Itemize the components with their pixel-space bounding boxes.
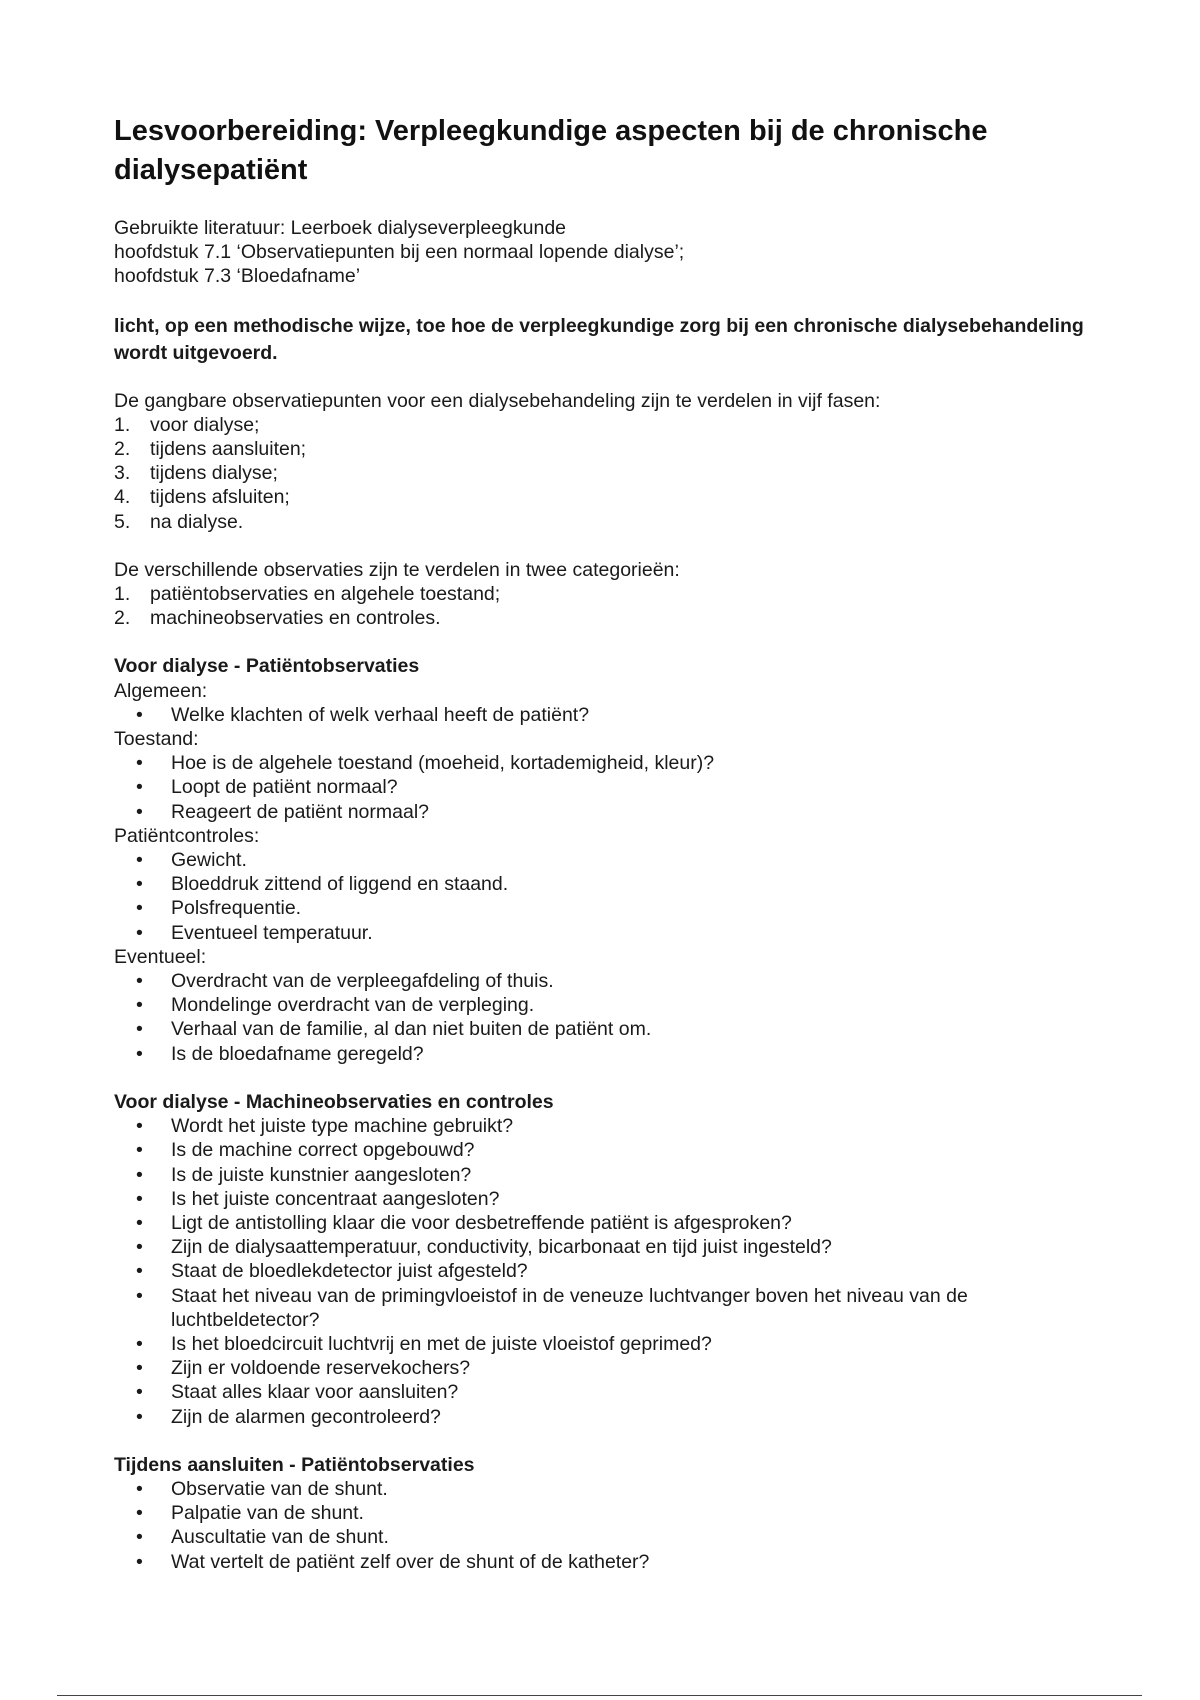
list-item-text: voor dialyse; bbox=[150, 413, 260, 436]
list-item-text: Staat de bloedlekdetector juist afgesteld? bbox=[171, 1260, 528, 1283]
categories-block bbox=[114, 558, 1104, 631]
bullet-icon: • bbox=[136, 897, 143, 920]
group-label: Eventueel: bbox=[114, 945, 207, 968]
list-number: 3. bbox=[114, 462, 131, 485]
list-item-text: Zijn de alarmen gecontroleerd? bbox=[171, 1405, 441, 1428]
list-item bbox=[114, 1114, 1104, 1138]
list-item-text: Auscultatie van de shunt. bbox=[171, 1526, 389, 1549]
bullet-icon: • bbox=[136, 1139, 143, 1162]
bullet-icon: • bbox=[136, 970, 143, 993]
list-item-text: Staat alles klaar voor aansluiten? bbox=[171, 1381, 459, 1404]
list-number: 1. bbox=[114, 413, 131, 436]
document-page bbox=[114, 112, 1104, 1598]
list-item bbox=[114, 969, 1104, 993]
list-item bbox=[114, 1501, 1104, 1525]
list-item-text: Welke klachten of welk verhaal heeft de patiënt? bbox=[171, 703, 590, 726]
phases-intro: De gangbare observatiepunten voor een dialysebehandeling zijn te verdelen in vijf fasen: bbox=[114, 389, 881, 412]
list-item bbox=[114, 1042, 1104, 1066]
section-heading: Voor dialyse - Machineobservaties en controles bbox=[114, 1090, 554, 1113]
section-heading: Tijdens aansluiten - Patiëntobservaties bbox=[114, 1453, 475, 1476]
list-item-text: Is het bloedcircuit luchtvrij en met de juiste vloeistof geprimed? bbox=[171, 1332, 712, 1355]
list-item-text: Is de machine correct opgebouwd? bbox=[171, 1139, 475, 1162]
list-item-text: Is de juiste kunstnier aangesloten? bbox=[171, 1163, 472, 1186]
list-item bbox=[114, 461, 1104, 485]
list-item bbox=[114, 485, 1104, 509]
list-number: 2. bbox=[114, 607, 131, 630]
list-item-text: na dialyse. bbox=[150, 510, 244, 533]
literature-block bbox=[114, 216, 1104, 289]
bullet-list bbox=[114, 848, 1104, 945]
list-item-text: Reageert de patiënt normaal? bbox=[171, 800, 430, 823]
list-item-text: Observatie van de shunt. bbox=[171, 1477, 388, 1500]
bullet-icon: • bbox=[136, 1381, 143, 1404]
list-item bbox=[114, 1138, 1104, 1162]
section-voor-dialyse-machine bbox=[114, 1090, 1104, 1429]
list-item-text: Overdracht van de verpleegafdeling of thuis. bbox=[171, 970, 554, 993]
phases-list bbox=[114, 413, 1104, 534]
list-item bbox=[114, 751, 1104, 775]
literature-line: hoofdstuk 7.1 ‘Observatiepunten bij een normaal lopende dialyse’; bbox=[114, 241, 685, 264]
list-item bbox=[114, 703, 1104, 727]
bullet-icon: • bbox=[136, 703, 143, 726]
bullet-icon: • bbox=[136, 1550, 143, 1573]
list-item-text: patiëntobservaties en algehele toestand; bbox=[150, 583, 501, 606]
list-item-text: Verhaal van de familie, al dan niet buiten de patiënt om. bbox=[171, 1018, 652, 1041]
bullet-icon: • bbox=[136, 1018, 143, 1041]
list-item bbox=[114, 1211, 1104, 1235]
list-item-text: machineobservaties en controles. bbox=[150, 607, 441, 630]
bullet-icon: • bbox=[136, 1163, 143, 1186]
list-item bbox=[114, 1356, 1104, 1380]
list-item-text: Polsfrequentie. bbox=[171, 897, 302, 920]
list-item-text: Zijn er voldoende reservekochers? bbox=[171, 1357, 471, 1380]
list-item bbox=[114, 1332, 1104, 1356]
list-item bbox=[114, 1525, 1104, 1549]
bullet-icon: • bbox=[136, 1477, 143, 1500]
list-item bbox=[114, 1017, 1104, 1041]
categories-list bbox=[114, 582, 1104, 630]
list-item bbox=[114, 800, 1104, 824]
categories-intro: De verschillende observaties zijn te verdelen in twee categorieën: bbox=[114, 558, 680, 581]
bullet-icon: • bbox=[136, 1042, 143, 1065]
list-item-text: Palpatie van de shunt. bbox=[171, 1502, 364, 1525]
list-item bbox=[114, 896, 1104, 920]
list-item bbox=[114, 775, 1104, 799]
list-item bbox=[114, 606, 1104, 630]
list-item-text: Hoe is de algehele toestand (moeheid, kortademigheid, kleur)? bbox=[171, 752, 715, 775]
list-item bbox=[114, 510, 1104, 534]
bullet-icon: • bbox=[136, 1187, 143, 1210]
list-item bbox=[114, 437, 1104, 461]
bullet-icon: • bbox=[136, 800, 143, 823]
group-label: Algemeen: bbox=[114, 679, 208, 702]
footer-divider bbox=[57, 1695, 1142, 1696]
list-item bbox=[114, 872, 1104, 896]
bullet-icon: • bbox=[136, 1236, 143, 1259]
literature-line: Gebruikte literatuur: Leerboek dialyseverpleegkunde bbox=[114, 217, 567, 239]
list-item-text: Zijn de dialysaattemperatuur, conductivity, bicarbonaat en tijd juist ingesteld? bbox=[171, 1236, 832, 1259]
list-item-text: Wordt het juiste type machine gebruikt? bbox=[171, 1115, 514, 1138]
list-item bbox=[114, 1550, 1104, 1574]
bullet-list bbox=[114, 969, 1104, 1066]
bullet-icon: • bbox=[136, 994, 143, 1017]
list-number: 2. bbox=[114, 438, 131, 461]
bullet-list bbox=[114, 751, 1104, 824]
list-item-text: Bloeddruk zittend of liggend en staand. bbox=[171, 873, 509, 896]
bullet-icon: • bbox=[136, 1502, 143, 1525]
phases-block bbox=[114, 389, 1104, 534]
intro-paragraph: licht, op een methodische wijze, toe hoe de verpleegkundige zorg bij een chronische dialysebehandeling wordt uitgevoerd. bbox=[114, 314, 1084, 364]
bullet-icon: • bbox=[136, 776, 143, 799]
list-item bbox=[114, 993, 1104, 1017]
list-item-text: Mondelinge overdracht van de verpleging. bbox=[171, 994, 535, 1017]
list-item-text: Ligt de antistolling klaar die voor desbetreffende patiënt is afgesproken? bbox=[171, 1211, 792, 1234]
bullet-icon: • bbox=[136, 1405, 143, 1428]
list-number: 4. bbox=[114, 486, 131, 509]
bullet-icon: • bbox=[136, 1115, 143, 1138]
list-item bbox=[114, 582, 1104, 606]
list-item-text: Eventueel temperatuur. bbox=[171, 921, 373, 944]
bullet-icon: • bbox=[136, 921, 143, 944]
bullet-list bbox=[114, 1114, 1104, 1429]
list-item bbox=[114, 1259, 1104, 1283]
list-item bbox=[114, 1405, 1104, 1429]
bullet-icon: • bbox=[136, 1332, 143, 1355]
list-item bbox=[114, 921, 1104, 945]
group-label: Patiëntcontroles: bbox=[114, 824, 260, 847]
section-heading: Voor dialyse - Patiëntobservaties bbox=[114, 655, 420, 678]
list-item-text: tijdens aansluiten; bbox=[150, 438, 307, 461]
list-item-text: Loopt de patiënt normaal? bbox=[171, 776, 398, 799]
list-item bbox=[114, 848, 1104, 872]
bullet-icon: • bbox=[136, 1211, 143, 1234]
bullet-icon: • bbox=[136, 1357, 143, 1380]
bullet-icon: • bbox=[136, 849, 143, 872]
bullet-icon: • bbox=[136, 1284, 143, 1307]
bullet-list bbox=[114, 1477, 1104, 1574]
list-item-text: tijdens afsluiten; bbox=[150, 486, 290, 509]
list-item bbox=[114, 413, 1104, 437]
bullet-icon: • bbox=[136, 752, 143, 775]
list-item bbox=[114, 1163, 1104, 1187]
list-item bbox=[114, 1235, 1104, 1259]
list-item-text: Gewicht. bbox=[171, 849, 247, 872]
page-title: Lesvoorbereiding: Verpleegkundige aspecten bij de chronische dialysepatiënt bbox=[114, 115, 988, 186]
group-label: Toestand: bbox=[114, 728, 199, 751]
list-item-text: Is het juiste concentraat aangesloten? bbox=[171, 1187, 500, 1210]
list-item-text: Wat vertelt de patiënt zelf over de shunt of de katheter? bbox=[171, 1550, 650, 1573]
bullet-list bbox=[114, 703, 1104, 727]
section-tijdens-aansluiten bbox=[114, 1453, 1104, 1574]
section-voor-dialyse-patient bbox=[114, 654, 1104, 1065]
bullet-icon: • bbox=[136, 873, 143, 896]
bullet-icon: • bbox=[136, 1260, 143, 1283]
list-item-text: Staat het niveau van de primingvloeistof in de veneuze luchtvanger boven het niveau van de luchtbeldetector? bbox=[171, 1284, 968, 1331]
list-item-text: Is de bloedafname geregeld? bbox=[171, 1042, 424, 1065]
literature-line: hoofdstuk 7.3 ‘Bloedafname’ bbox=[114, 265, 361, 288]
list-number: 5. bbox=[114, 510, 131, 533]
list-item bbox=[114, 1187, 1104, 1211]
bullet-icon: • bbox=[136, 1526, 143, 1549]
list-item bbox=[114, 1380, 1104, 1404]
list-item-text: tijdens dialyse; bbox=[150, 462, 278, 485]
list-item bbox=[114, 1284, 1104, 1332]
list-number: 1. bbox=[114, 583, 131, 606]
list-item bbox=[114, 1477, 1104, 1501]
